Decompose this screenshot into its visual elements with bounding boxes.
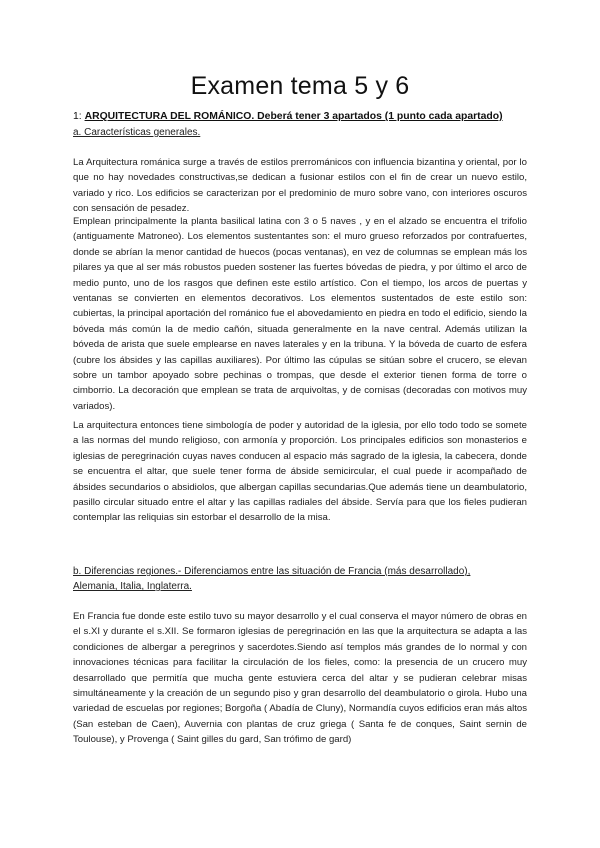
section-heading — [73, 111, 503, 122]
paragraph-1: La Arquitectura románica surge a través de estilos prerrománicos con influencia bizantina y oriental, por lo que no hay novedades constructivas,se dedican a fusionar estilos con el fin de crear un nuevo estilo, variado y rico. Los edificios se caracterizan por el predominio de muro sobre vano, con interiores oscuros con sensación de pesadez. — [73, 157, 527, 215]
subheading-b-line2: Alemania, Italia, Inglaterra. — [73, 581, 192, 592]
paragraph-b: En Francia fue donde este estilo tuvo su mayor desarrollo y el cual conserva el mayor número de obras en el s.XI y durante el s.XII. Se formaron iglesias de peregrinación en las que la arquitectura se adapta a las condiciones de albergar a peregrinos y sacerdotes.Siendo así templos más grandes de lo normal y con innovaciones técnicas para facilitar la circulación de los fieles, como: la presencia de un crucero muy desarrollado que permitía que mucha gente estuviera cerca del altar y se pudieran celebrar misas simultáneamente y la creación de un segundo piso y gran desarrollo del deambulatorio o girola. Hubo una variedad de escuelas por regiones; Borgoña ( Abadía de Cluny), Normandía cuyos edificios eran más altos (San esteban de Caen), Auvernia con plantas de cruz griega ( Santa fe de conques, Saint sernin de Toulouse), y Provenga ( Saint gilles du gard, San trófimo de gard) — [73, 611, 527, 746]
section-number: 1: — [73, 111, 82, 122]
subheading-b-line1: b. Diferencias regiones.- Diferenciamos entre las situación de Francia (más desarrollado), — [73, 566, 471, 577]
paragraph-2: Emplean principalmente la planta basilical latina con 3 o 5 naves , y en el alzado se encuentra el trifolio (antiguamente Matroneo). Los elementos sustentantes son: el muro grueso reforzados por contrafuertes, donde se abrían la menor cantidad de huecos (pocas ventanas), en vez de columnas se emplean más los pilares ya que al ser más robustos pueden sostener las fuertes bóvedas de piedra, y por último el arco de medio punto, uno de los rasgos que definen este estilo artístico. Con el tiempo, los arcos de puertas y ventanas se convierten en elementos decorativos. Los elementos sustentados de este estilo son: cubiertas, la principal aportación del románico fue el abovedamiento en piedra en todo el edificio, siendo la bóveda más común la de medio cañón, situada generalmente en la nave central. Además utilizan la bóveda de arista que suele emplearse en naves laterales y en la tribuna. Y la bóveda de cuarto de esfera (cubre los ábsides y las capillas auxiliares). Por último las cúpulas se sitúan sobre el crucero, se elevan sobre un tambor apoyado sobre pechinas o trompas, que desde el exterior tienen forma de torre o cimborrio. La decoración que emplean se trata de arquivoltas, y de cornisas (decoradas con motivos muy variados). — [73, 216, 527, 412]
paragraph-3: La arquitectura entonces tiene simbología de poder y autoridad de la iglesia, por ello todo todo se somete a las normas del mundo religioso, con armonía y proporción. Los principales edificios son monasterios e iglesias de peregrinación cuyas naves conducen al espacio más sagrado de la iglesia, la cabecera, donde se encuentra el altar, que suele tener forma de ábside semicircular, el cual puede ir acompañado de ábsides secundarios o absidiolos, que albergan capillas secundarias.Que además tiene un deambulatorio, pasillo circular situado entre el altar y las capillas radiales del ábside. Servía para que los fieles pudieran contemplar las reliquias sin estorbar el desarrollo de la misa. — [73, 420, 527, 524]
page-title: Examen tema 5 y 6 — [190, 72, 410, 100]
section-heading-text: ARQUITECTURA DEL ROMÁNICO. Deberá tener 3 apartados (1 punto cada apartado) — [84, 111, 503, 122]
subheading-a: a. Características generales. — [73, 127, 201, 138]
